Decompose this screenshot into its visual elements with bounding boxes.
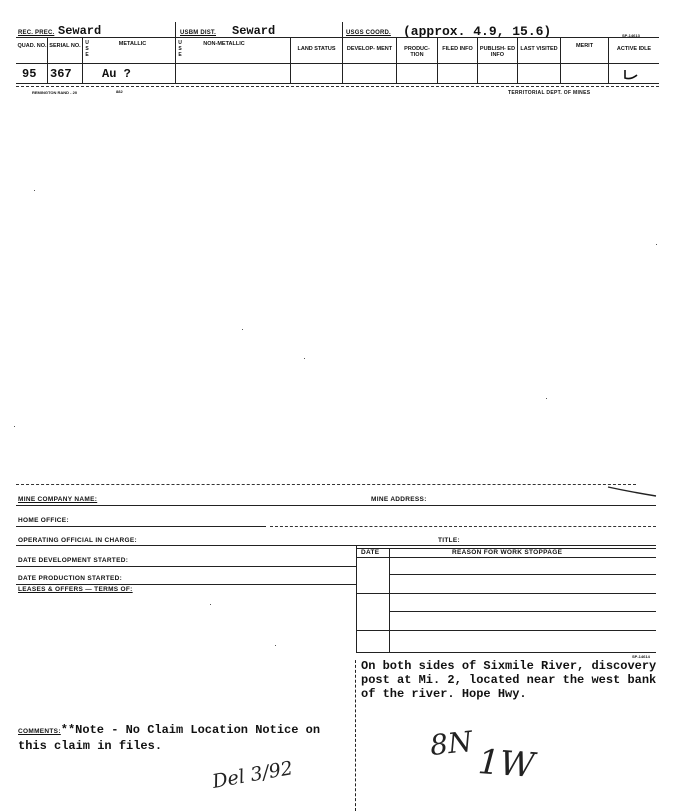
handwritten-range: 1W	[476, 742, 536, 786]
scan-speck	[546, 398, 547, 399]
scan-speck	[242, 329, 243, 330]
row-serial-value: 367	[50, 67, 72, 81]
rule	[389, 611, 656, 612]
comments-label: COMMENTS:	[18, 728, 61, 735]
divider	[342, 37, 343, 83]
comments-text: **Note - No Claim Location Notice on this claim in files.	[18, 723, 321, 753]
active-idle-check-mark	[622, 66, 640, 82]
card-corner-curl	[606, 484, 658, 498]
mine-company-name-label: MINE COMPANY NAME:	[18, 496, 98, 503]
divider	[389, 548, 390, 652]
card-top-edge	[16, 484, 636, 485]
usgs-coord-value: (approx. 4.9, 15.6)	[403, 24, 552, 39]
divider	[290, 37, 291, 83]
rule	[389, 574, 656, 575]
row-metallic-value: Au ?	[102, 67, 131, 81]
col-active-idle: ACTIVE IDLE	[616, 46, 652, 52]
scan-speck	[34, 190, 35, 191]
divider	[437, 37, 438, 83]
rule	[16, 505, 656, 506]
divider	[608, 37, 609, 83]
col-filed-info: FILED INFO	[442, 46, 473, 52]
location-description: On both sides of Sixmile River, discovery post at Mi. 2, located near the west bank of the river. Hope Hwy.	[361, 659, 657, 701]
divider	[477, 37, 478, 83]
col-production: PRODUC- TION	[404, 46, 430, 58]
col-published-info: PUBLISH- ED INFO	[479, 46, 516, 58]
col-last-visited: LAST VISITED	[520, 46, 558, 52]
col-use-non-metallic: U S E	[178, 40, 182, 58]
divider	[396, 37, 397, 83]
rule	[270, 526, 656, 527]
stoppage-date-header: DATE	[361, 549, 380, 556]
rule	[356, 652, 656, 653]
leases-offers-label: LEASES & OFFERS — TERMS OF:	[18, 586, 133, 593]
rule	[16, 584, 356, 585]
divider	[175, 22, 176, 37]
col-metallic: METALLIC	[118, 41, 147, 47]
handwritten-township: 8N	[428, 724, 474, 763]
scan-speck	[275, 645, 276, 646]
rec-prec-label: REC. PREC.	[18, 30, 55, 36]
divider	[517, 37, 518, 83]
usbm-dist-value: Seward	[232, 24, 276, 38]
department-label: TERRITORIAL DEPT. OF MINES	[508, 90, 591, 96]
rule	[16, 545, 656, 546]
rule	[356, 557, 656, 558]
col-quad-no: QUAD. NO.	[17, 43, 47, 49]
perforation-line	[16, 86, 659, 87]
divider	[175, 37, 176, 83]
date-production-label: DATE PRODUCTION STARTED:	[18, 575, 123, 582]
rule	[16, 526, 266, 527]
scan-speck	[14, 426, 15, 427]
col-serial-no: SERIAL NO.	[49, 43, 81, 49]
divider	[82, 37, 83, 83]
title-label: TITLE:	[438, 537, 461, 544]
col-land-status: LAND STATUS	[297, 46, 336, 52]
form-number-bottom: SP-14614	[632, 654, 650, 659]
printer-code: 882	[116, 89, 123, 94]
comments-block	[18, 723, 354, 753]
printer-line: REMINGTON RAND - 20	[32, 90, 78, 95]
usgs-coord-label: USGS COORD.	[346, 30, 391, 36]
columns-rule	[16, 63, 659, 64]
row-bottom-rule	[16, 83, 659, 84]
col-use-metallic: U S E	[85, 40, 89, 58]
divider	[355, 660, 356, 811]
usbm-dist-label: USBM DIST.	[180, 30, 217, 36]
header-rule	[16, 37, 659, 38]
rule	[16, 566, 356, 567]
mine-address-label: MINE ADDRESS:	[371, 496, 427, 503]
row-quad-value: 95	[22, 67, 37, 81]
home-office-label: HOME OFFICE:	[18, 517, 69, 524]
rule	[356, 630, 656, 631]
scan-speck	[304, 358, 305, 359]
scan-speck	[656, 244, 657, 245]
handwritten-initials: Del 3/92	[210, 757, 295, 793]
form-number-top: SP-14613	[622, 33, 640, 38]
scan-speck	[210, 604, 211, 605]
date-development-label: DATE DEVELOPMENT STARTED:	[18, 557, 129, 564]
divider	[342, 22, 343, 37]
col-development: DEVELOP- MENT	[346, 46, 393, 52]
divider	[356, 545, 357, 652]
rule	[356, 593, 656, 594]
operating-official-label: OPERATING OFFICIAL IN CHARGE:	[18, 537, 137, 544]
stoppage-reason-header: REASON FOR WORK STOPPAGE	[452, 549, 563, 556]
rec-prec-value: Seward	[58, 24, 102, 38]
col-non-metallic: NON-METALLIC	[203, 41, 245, 47]
col-merit: MERIT	[575, 43, 594, 49]
